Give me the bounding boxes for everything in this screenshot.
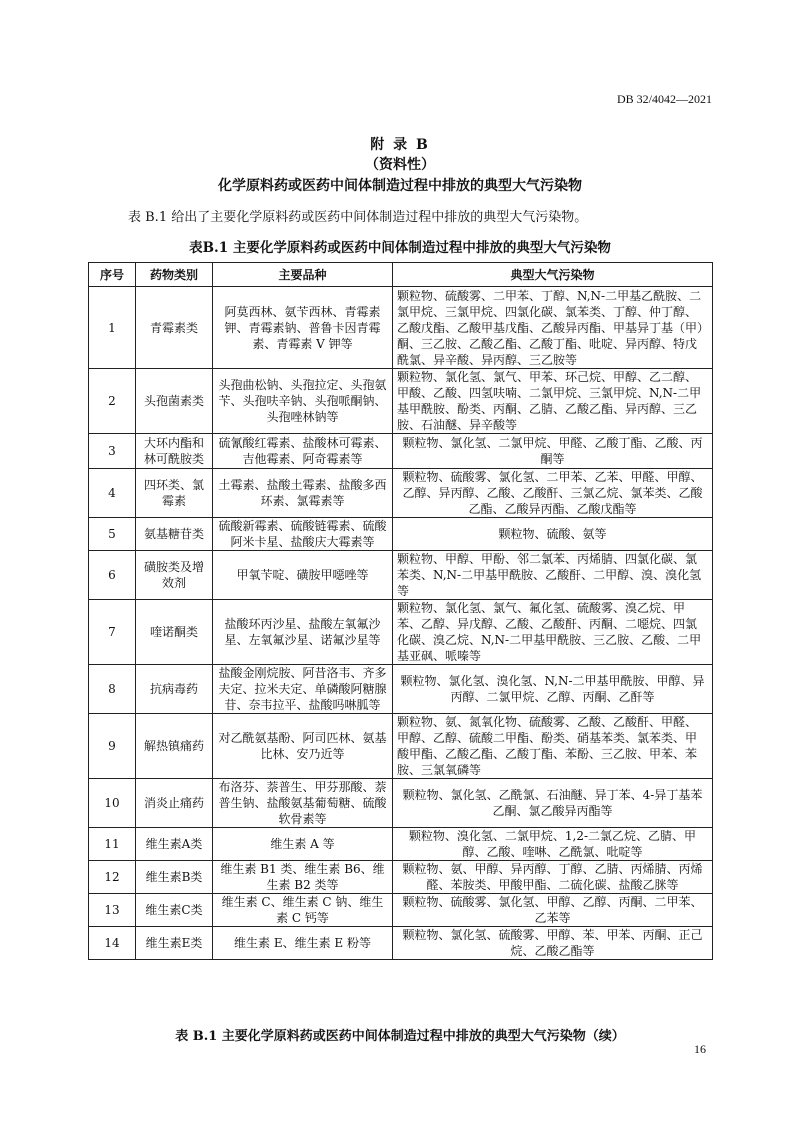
main-products: 头孢曲松钠、头孢拉定、头孢氨苄、头孢呋辛钠、头孢哌酮钠、头孢唑林钠等 xyxy=(213,369,393,434)
drug-category: 大环内酯和林可酰胺类 xyxy=(136,434,213,469)
table-row xyxy=(89,927,713,960)
table-header-row xyxy=(89,263,713,287)
main-products: 盐酸环丙沙星、盐酸左氧氟沙星、左氧氟沙星、诺氟沙星等 xyxy=(213,600,393,665)
pollutant-table xyxy=(88,262,713,960)
table-row xyxy=(89,287,713,369)
drug-category: 维生素C类 xyxy=(136,894,213,927)
drug-category: 青霉素类 xyxy=(136,287,213,369)
row-number: 9 xyxy=(89,714,136,779)
main-products: 土霉素、盐酸土霉素、盐酸多西环素、氯霉素等 xyxy=(213,469,393,518)
typical-pollutants: 颗粒物、氯化氢、硫酸雾、甲醇、苯、甲苯、丙酮、正己烷、乙酸乙酯等 xyxy=(393,927,713,960)
drug-category: 喹诺酮类 xyxy=(136,600,213,665)
row-number: 6 xyxy=(89,551,136,600)
row-number: 2 xyxy=(89,369,136,434)
continued-table-caption: 表 B.1 主要化学原料药或医药中间体制造过程中排放的典型大气污染物（续） xyxy=(175,1029,625,1044)
typical-pollutants: 颗粒物、硫酸雾、二甲苯、丁醇、N,N-二甲基乙酰胺、二氯甲烷、三氯甲烷、四氯化碳、氯苯类、丁醇、仲丁醇、乙酸戊酯、乙酸甲基戊酯、乙酸异丙酯、甲基异丁基（甲）酮、三乙胺、乙酸乙酯、乙酸丁酯、吡啶、异丙醇、特戊酰氯、异辛酸、异丙醇、三乙胺等 xyxy=(393,287,713,369)
table-row xyxy=(89,779,713,828)
drug-category: 解热镇痛药 xyxy=(136,714,213,779)
table-row xyxy=(89,861,713,894)
main-products: 布洛芬、萘普生、甲芬那酸、萘普生钠、盐酸氨基葡萄糖、硫酸软骨素等 xyxy=(213,779,393,828)
row-number: 8 xyxy=(89,665,136,714)
document-number: DB 32/4042—2021 xyxy=(616,92,712,106)
typical-pollutants: 颗粒物、氯化氢、溴化氢、N,N-二甲基甲酰胺、甲醇、异丙醇、二氯甲烷、乙醇、丙酮、乙酐等 xyxy=(393,665,713,714)
drug-category: 氨基糖苷类 xyxy=(136,518,213,551)
appendix-nature: （资料性） xyxy=(365,157,435,173)
typical-pollutants: 颗粒物、氨、氮氧化物、硫酸雾、乙酸、乙酸酐、甲醛、甲醇、乙醇、硫酸二甲酯、酚类、硝基苯类、氯苯类、甲酸甲酯、乙酸乙酯、乙酸丁酯、苯酚、三乙胺、甲苯、苯胺、三氯氧磷等 xyxy=(393,714,713,779)
table-row xyxy=(89,600,713,665)
main-products: 甲氧苄啶、磺胺甲噁唑等 xyxy=(213,551,393,600)
table-row xyxy=(89,665,713,714)
column-header-category: 药物类别 xyxy=(136,263,213,287)
table-row xyxy=(89,369,713,434)
main-products: 硫氰酸红霉素、盐酸林可霉素、吉他霉素、阿奇霉素等 xyxy=(213,434,393,469)
appendix-label: 附 录 B xyxy=(370,137,430,153)
drug-category: 维生素B类 xyxy=(136,861,213,894)
page-number: 16 xyxy=(694,1042,706,1056)
drug-category: 四环类、氯霉素 xyxy=(136,469,213,518)
table-row xyxy=(89,714,713,779)
row-number: 14 xyxy=(89,927,136,960)
column-header-number: 序号 xyxy=(89,263,136,287)
table-row xyxy=(89,434,713,469)
row-number: 1 xyxy=(89,287,136,369)
table-row xyxy=(89,828,713,861)
row-number: 10 xyxy=(89,779,136,828)
main-products: 维生素 E、维生素 E 粉等 xyxy=(213,927,393,960)
typical-pollutants: 颗粒物、氯化氢、氯气、甲苯、环己烷、甲醇、乙二醇、甲酸、乙酸、四氢呋喃、二氯甲烷、三氯甲烷、N,N-二甲基甲酰胺、酚类、丙酮、乙腈、乙酸乙酯、异丙醇、三乙胺、石油醚、异辛酸等 xyxy=(393,369,713,434)
table-row xyxy=(89,469,713,518)
appendix-title: 化学原料药或医药中间体制造过程中排放的典型大气污染物 xyxy=(218,178,582,194)
row-number: 13 xyxy=(89,894,136,927)
drug-category: 抗病毒药 xyxy=(136,665,213,714)
typical-pollutants: 颗粒物、溴化氢、二氯甲烷、1,2-二氯乙烷、乙腈、甲醇、乙酸、喹啉、乙酰氯、吡啶等 xyxy=(393,828,713,861)
table-row xyxy=(89,518,713,551)
typical-pollutants: 颗粒物、氯化氢、氯气、氟化氢、硫酸雾、溴乙烷、甲苯、乙醇、异戊醇、乙酸、乙酸酐、丙酮、二噁烷、四氯化碳、溴乙烷、N,N-二甲基甲酰胺、三乙胺、乙酸、二甲基亚砜、哌嗪等 xyxy=(393,600,713,665)
typical-pollutants: 颗粒物、甲醇、甲酚、邻二氯苯、丙烯腈、四氯化碳、氯苯类、N,N-二甲基甲酰胺、乙酸酐、二甲醇、溴、溴化氢等 xyxy=(393,551,713,600)
row-number: 12 xyxy=(89,861,136,894)
column-header-pollutants: 典型大气污染物 xyxy=(393,263,713,287)
drug-category: 头孢菌素类 xyxy=(136,369,213,434)
main-products: 阿莫西林、氨苄西林、青霉素钾、青霉素钠、普鲁卡因青霉素、青霉素 V 钾等 xyxy=(213,287,393,369)
typical-pollutants: 颗粒物、氯化氢、二氯甲烷、甲醛、乙酸丁酯、乙酸、丙酮等 xyxy=(393,434,713,469)
table-row xyxy=(89,894,713,927)
typical-pollutants: 颗粒物、氯化氢、乙酰氯、石油醚、异丁苯、4-异丁基苯乙酮、氯乙酸异丙酯等 xyxy=(393,779,713,828)
row-number: 7 xyxy=(89,600,136,665)
main-products: 对乙酰氨基酚、阿司匹林、氨基比林、安乃近等 xyxy=(213,714,393,779)
typical-pollutants: 颗粒物、硫酸、氨等 xyxy=(393,518,713,551)
row-number: 3 xyxy=(89,434,136,469)
intro-paragraph: 表 B.1 给出了主要化学原料药或医药中间体制造过程中排放的典型大气污染物。 xyxy=(128,210,588,225)
typical-pollutants: 颗粒物、氨、甲醇、异丙醇、丁醇、乙腈、丙烯腈、丙烯醛、苯胺类、甲酸甲酯、二硫化碳、盐酸乙脒等 xyxy=(393,861,713,894)
row-number: 5 xyxy=(89,518,136,551)
column-header-products: 主要品种 xyxy=(213,263,393,287)
drug-category: 消炎止痛药 xyxy=(136,779,213,828)
main-products: 维生素 C、维生素 C 钠、维生素 C 钙等 xyxy=(213,894,393,927)
drug-category: 维生素E类 xyxy=(136,927,213,960)
main-products: 维生素 B1 类、维生素 B6、维生素 B2 类等 xyxy=(213,861,393,894)
row-number: 4 xyxy=(89,469,136,518)
main-products: 盐酸金刚烷胺、阿昔洛韦、齐多夫定、拉米夫定、单磷酸阿糖腺苷、奈韦拉平、盐酸吗啉胍等 xyxy=(213,665,393,714)
table-row xyxy=(89,551,713,600)
main-products: 维生素 A 等 xyxy=(213,828,393,861)
drug-category: 维生素A类 xyxy=(136,828,213,861)
typical-pollutants: 颗粒物、硫酸雾、氯化氢、二甲苯、乙苯、甲醛、甲醇、乙醇、异丙醇、乙酸、乙酸酐、三氯乙烷、氯苯类、乙酸乙酯、乙酸异丙酯、乙酸戊酯等 xyxy=(393,469,713,518)
typical-pollutants: 颗粒物、硫酸雾、氯化氢、甲醇、乙醇、丙酮、二甲苯、乙苯等 xyxy=(393,894,713,927)
table-body xyxy=(89,287,713,960)
main-products: 硫酸新霉素、硫酸链霉素、硫酸阿米卡星、盐酸庆大霉素等 xyxy=(213,518,393,551)
drug-category: 磺胺类及增效剂 xyxy=(136,551,213,600)
row-number: 11 xyxy=(89,828,136,861)
table-caption: 表B.1 主要化学原料药或医药中间体制造过程中排放的典型大气污染物 xyxy=(189,240,611,256)
